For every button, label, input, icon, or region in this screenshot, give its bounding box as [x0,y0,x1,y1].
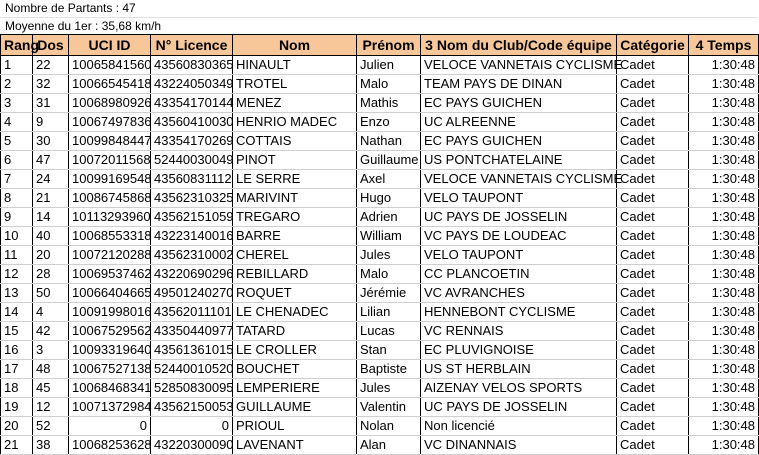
rang-cell[interactable]: 5 [1,132,33,151]
licence-cell[interactable]: 43562151059 [151,208,233,227]
dossard-cell[interactable]: 3 [33,341,69,360]
categorie-cell[interactable]: Cadet [617,170,689,189]
temps-cell[interactable]: 1:30:48 [689,132,759,151]
uci-id-cell[interactable]: 10099848447 [69,132,151,151]
uci-id-cell[interactable]: 10071372984 [69,398,151,417]
rang-cell[interactable]: 4 [1,113,33,132]
licence-cell[interactable]: 43354170269 [151,132,233,151]
nom-cell[interactable]: TREGARO [233,208,357,227]
header-uci-id[interactable]: UCI ID [69,35,151,56]
nom-cell[interactable]: BOUCHET [233,360,357,379]
licence-cell[interactable]: 49501240270 [151,284,233,303]
uci-id-cell[interactable]: 10091998016 [69,303,151,322]
uci-id-cell[interactable]: 10099169548 [69,170,151,189]
nom-cell[interactable]: LEMPERIERE [233,379,357,398]
uci-id-cell[interactable]: 10066545418 [69,75,151,94]
licence-cell[interactable]: 43223140016 [151,227,233,246]
dossard-cell[interactable]: 4 [33,303,69,322]
licence-cell[interactable]: 52440010520 [151,360,233,379]
table-row [1,360,759,379]
dossard-cell[interactable]: 24 [33,170,69,189]
temps-cell[interactable]: 1:30:48 [689,246,759,265]
categorie-cell[interactable]: Cadet [617,246,689,265]
categorie-cell[interactable]: Cadet [617,189,689,208]
prenom-cell[interactable]: Jules [357,246,421,265]
nom-cell[interactable]: LE SERRE [233,170,357,189]
nom-cell[interactable]: LE CROLLER [233,341,357,360]
uci-id-cell[interactable]: 10066404665 [69,284,151,303]
temps-cell[interactable]: 1:30:48 [689,113,759,132]
categorie-cell[interactable]: Cadet [617,360,689,379]
rang-cell[interactable]: 16 [1,341,33,360]
table-row [1,151,759,170]
dossard-cell[interactable]: 47 [33,151,69,170]
uci-id-cell[interactable]: 10067529562 [69,322,151,341]
rang-cell[interactable]: 19 [1,398,33,417]
club-cell[interactable]: US PONTCHATELAINE [421,151,617,170]
dossard-cell[interactable]: 22 [33,56,69,75]
club-cell[interactable]: Non licencié [421,417,617,436]
table-row [1,132,759,151]
club-cell[interactable]: VELOCE VANNETAIS CYCLISME [421,170,617,189]
uci-id-cell[interactable]: 10068468341 [69,379,151,398]
temps-cell[interactable]: 1:30:48 [689,227,759,246]
table-row [1,265,759,284]
table-row [1,379,759,398]
temps-cell[interactable]: 1:30:48 [689,398,759,417]
dossard-cell[interactable]: 40 [33,227,69,246]
uci-id-cell[interactable]: 0 [69,417,151,436]
table-row [1,284,759,303]
rang-cell[interactable]: 9 [1,208,33,227]
prenom-cell[interactable]: Enzo [357,113,421,132]
licence-cell[interactable]: 43560410030 [151,113,233,132]
dossard-cell[interactable]: 32 [33,75,69,94]
dossard-cell[interactable]: 42 [33,322,69,341]
club-cell[interactable]: UC PAYS DE JOSSELIN [421,398,617,417]
uci-id-cell[interactable]: 10086745868 [69,189,151,208]
temps-cell[interactable]: 1:30:48 [689,189,759,208]
rang-cell[interactable]: 12 [1,265,33,284]
licence-cell[interactable]: 43560831112 [151,170,233,189]
nom-cell[interactable]: PRIOUL [233,417,357,436]
club-cell[interactable]: VELOCE VANNETAIS CYCLISME [421,56,617,75]
club-cell[interactable]: EC PAYS GUICHEN [421,132,617,151]
uci-id-cell[interactable]: 10067527138 [69,360,151,379]
nom-cell[interactable]: HENRIO MADEC [233,113,357,132]
categorie-cell[interactable]: Cadet [617,303,689,322]
dossard-cell[interactable]: 20 [33,246,69,265]
licence-cell[interactable]: 43220690296 [151,265,233,284]
licence-cell[interactable]: 43562150053 [151,398,233,417]
uci-id-cell[interactable]: 10093319640 [69,341,151,360]
licence-cell[interactable]: 52440030049 [151,151,233,170]
temps-cell[interactable]: 1:30:48 [689,379,759,398]
rang-cell[interactable]: 17 [1,360,33,379]
dossard-cell[interactable]: 45 [33,379,69,398]
prenom-cell[interactable]: Stan [357,341,421,360]
temps-cell[interactable]: 1:30:48 [689,303,759,322]
categorie-cell[interactable]: Cadet [617,94,689,113]
temps-cell[interactable]: 1:30:48 [689,94,759,113]
temps-cell[interactable]: 1:30:48 [689,322,759,341]
prenom-cell[interactable]: Jules [357,379,421,398]
nom-cell[interactable]: LAVENANT [233,436,357,455]
club-cell[interactable]: VELO TAUPONT [421,189,617,208]
club-cell[interactable]: US ST HERBLAIN [421,360,617,379]
dossard-cell[interactable]: 12 [33,398,69,417]
temps-cell[interactable]: 1:30:48 [689,170,759,189]
club-cell[interactable]: VC PAYS DE LOUDEAC [421,227,617,246]
dossard-cell[interactable]: 21 [33,189,69,208]
info-partants[interactable]: Nombre de Partants : 47 [0,0,758,18]
club-cell[interactable]: VC AVRANCHES [421,284,617,303]
rang-cell[interactable]: 14 [1,303,33,322]
table-row [1,246,759,265]
club-cell[interactable]: VC DINANNAIS [421,436,617,455]
table-row [1,113,759,132]
results-table [0,34,759,455]
rang-cell[interactable]: 21 [1,436,33,455]
categorie-cell[interactable]: Cadet [617,284,689,303]
temps-cell[interactable]: 1:30:48 [689,284,759,303]
header-licence[interactable]: N° Licence [151,35,233,56]
categorie-cell[interactable]: Cadet [617,379,689,398]
temps-cell[interactable]: 1:30:48 [689,265,759,284]
header-club[interactable]: 3 Nom du Club/Code équipe [421,35,617,56]
uci-id-cell[interactable]: 10113293960 [69,208,151,227]
club-cell[interactable]: UC PAYS DE JOSSELIN [421,208,617,227]
rang-cell[interactable]: 10 [1,227,33,246]
header-dossard[interactable]: Dos [33,35,69,56]
nom-cell[interactable]: TATARD [233,322,357,341]
rang-cell[interactable]: 1 [1,56,33,75]
rang-cell[interactable]: 7 [1,170,33,189]
uci-id-cell[interactable]: 10065841560 [69,56,151,75]
header-rang[interactable]: Rang [1,35,33,56]
club-cell[interactable]: EC PLUVIGNOISE [421,341,617,360]
categorie-cell[interactable]: Cadet [617,151,689,170]
nom-cell[interactable]: PINOT [233,151,357,170]
temps-cell[interactable]: 1:30:48 [689,417,759,436]
categorie-cell[interactable]: Cadet [617,265,689,284]
prenom-cell[interactable]: Malo [357,75,421,94]
table-row [1,189,759,208]
table-row [1,208,759,227]
categorie-cell[interactable]: Cadet [617,322,689,341]
rang-cell[interactable]: 13 [1,284,33,303]
nom-cell[interactable]: CHEREL [233,246,357,265]
table-row [1,341,759,360]
club-cell[interactable]: UC ALREENNE [421,113,617,132]
header-temps[interactable]: 4 Temps [689,35,759,56]
rang-cell[interactable]: 11 [1,246,33,265]
prenom-cell[interactable]: Lucas [357,322,421,341]
rang-cell[interactable]: 18 [1,379,33,398]
club-cell[interactable]: CC PLANCOETIN [421,265,617,284]
licence-cell[interactable]: 43560830365 [151,56,233,75]
header-nom[interactable]: Nom [233,35,357,56]
club-cell[interactable]: EC PAYS GUICHEN [421,94,617,113]
licence-cell[interactable]: 0 [151,417,233,436]
licence-cell[interactable]: 52850830095 [151,379,233,398]
licence-cell[interactable]: 43354170144 [151,94,233,113]
categorie-cell[interactable]: Cadet [617,436,689,455]
licence-cell[interactable]: 43562310325 [151,189,233,208]
table-row [1,322,759,341]
nom-cell[interactable]: COTTAIS [233,132,357,151]
table-row [1,75,759,94]
nom-cell[interactable]: MENEZ [233,94,357,113]
categorie-cell[interactable]: Cadet [617,417,689,436]
table-row [1,417,759,436]
prenom-cell[interactable]: Julien [357,56,421,75]
nom-cell[interactable]: HINAULT [233,56,357,75]
table-row [1,436,759,455]
results-body [1,56,759,455]
header-categorie[interactable]: Catégorie [617,35,689,56]
categorie-cell[interactable]: Cadet [617,75,689,94]
header-row [1,35,759,56]
rang-cell[interactable]: 6 [1,151,33,170]
categorie-cell[interactable]: Cadet [617,227,689,246]
prenom-cell[interactable]: Guillaume [357,151,421,170]
prenom-cell[interactable]: Adrien [357,208,421,227]
nom-cell[interactable]: REBILLARD [233,265,357,284]
nom-cell[interactable]: MARIVINT [233,189,357,208]
temps-cell[interactable]: 1:30:48 [689,56,759,75]
nom-cell[interactable]: ROQUET [233,284,357,303]
categorie-cell[interactable]: Cadet [617,113,689,132]
table-row [1,398,759,417]
rang-cell[interactable]: 20 [1,417,33,436]
uci-id-cell[interactable]: 10067497836 [69,113,151,132]
temps-cell[interactable]: 1:30:48 [689,360,759,379]
club-cell[interactable]: VELO TAUPONT [421,246,617,265]
categorie-cell[interactable]: Cadet [617,398,689,417]
prenom-cell[interactable]: Lilian [357,303,421,322]
table-row [1,170,759,189]
prenom-cell[interactable]: Mathis [357,94,421,113]
dossard-cell[interactable]: 50 [33,284,69,303]
rang-cell[interactable]: 15 [1,322,33,341]
nom-cell[interactable]: BARRE [233,227,357,246]
club-cell[interactable]: HENNEBONT CYCLISME [421,303,617,322]
dossard-cell[interactable]: 31 [33,94,69,113]
prenom-cell[interactable]: Alan [357,436,421,455]
club-cell[interactable]: VC RENNAIS [421,322,617,341]
table-row [1,56,759,75]
prenom-cell[interactable]: Malo [357,265,421,284]
prenom-cell[interactable]: Nolan [357,417,421,436]
uci-id-cell[interactable]: 10072120288 [69,246,151,265]
licence-cell[interactable]: 43562310002 [151,246,233,265]
nom-cell[interactable]: LE CHENADEC [233,303,357,322]
uci-id-cell[interactable]: 10068253628 [69,436,151,455]
licence-cell[interactable]: 43562011101 [151,303,233,322]
dossard-cell[interactable]: 48 [33,360,69,379]
table-row [1,303,759,322]
nom-cell[interactable]: GUILLAUME [233,398,357,417]
licence-cell[interactable]: 43224050349 [151,75,233,94]
dossard-cell[interactable]: 14 [33,208,69,227]
prenom-cell[interactable]: Valentin [357,398,421,417]
prenom-cell[interactable]: Nathan [357,132,421,151]
categorie-cell[interactable]: Cadet [617,56,689,75]
club-cell[interactable]: AIZENAY VELOS SPORTS [421,379,617,398]
club-cell[interactable]: TEAM PAYS DE DINAN [421,75,617,94]
temps-cell[interactable]: 1:30:48 [689,341,759,360]
temps-cell[interactable]: 1:30:48 [689,436,759,455]
licence-cell[interactable]: 43220300090 [151,436,233,455]
prenom-cell[interactable]: Jérémie [357,284,421,303]
rang-cell[interactable]: 8 [1,189,33,208]
uci-id-cell[interactable]: 10068980926 [69,94,151,113]
uci-id-cell[interactable]: 10072011568 [69,151,151,170]
rang-cell[interactable]: 3 [1,94,33,113]
temps-cell[interactable]: 1:30:48 [689,75,759,94]
prenom-cell[interactable]: Baptiste [357,360,421,379]
categorie-cell[interactable]: Cadet [617,132,689,151]
prenom-cell[interactable]: Axel [357,170,421,189]
temps-cell[interactable]: 1:30:48 [689,208,759,227]
licence-cell[interactable]: 43350440977 [151,322,233,341]
dossard-cell[interactable]: 28 [33,265,69,284]
categorie-cell[interactable]: Cadet [617,341,689,360]
uci-id-cell[interactable]: 10069537462 [69,265,151,284]
table-row [1,94,759,113]
prenom-cell[interactable]: William [357,227,421,246]
dossard-cell[interactable]: 52 [33,417,69,436]
nom-cell[interactable]: TROTEL [233,75,357,94]
header-prenom[interactable]: Prénom [357,35,421,56]
licence-cell[interactable]: 43561361015 [151,341,233,360]
uci-id-cell[interactable]: 10068553318 [69,227,151,246]
dossard-cell[interactable]: 9 [33,113,69,132]
rang-cell[interactable]: 2 [1,75,33,94]
dossard-cell[interactable]: 30 [33,132,69,151]
prenom-cell[interactable]: Hugo [357,189,421,208]
temps-cell[interactable]: 1:30:48 [689,151,759,170]
dossard-cell[interactable]: 38 [33,436,69,455]
categorie-cell[interactable]: Cadet [617,208,689,227]
table-row [1,227,759,246]
info-moyenne[interactable]: Moyenne du 1er : 35,68 km/h [0,18,758,36]
